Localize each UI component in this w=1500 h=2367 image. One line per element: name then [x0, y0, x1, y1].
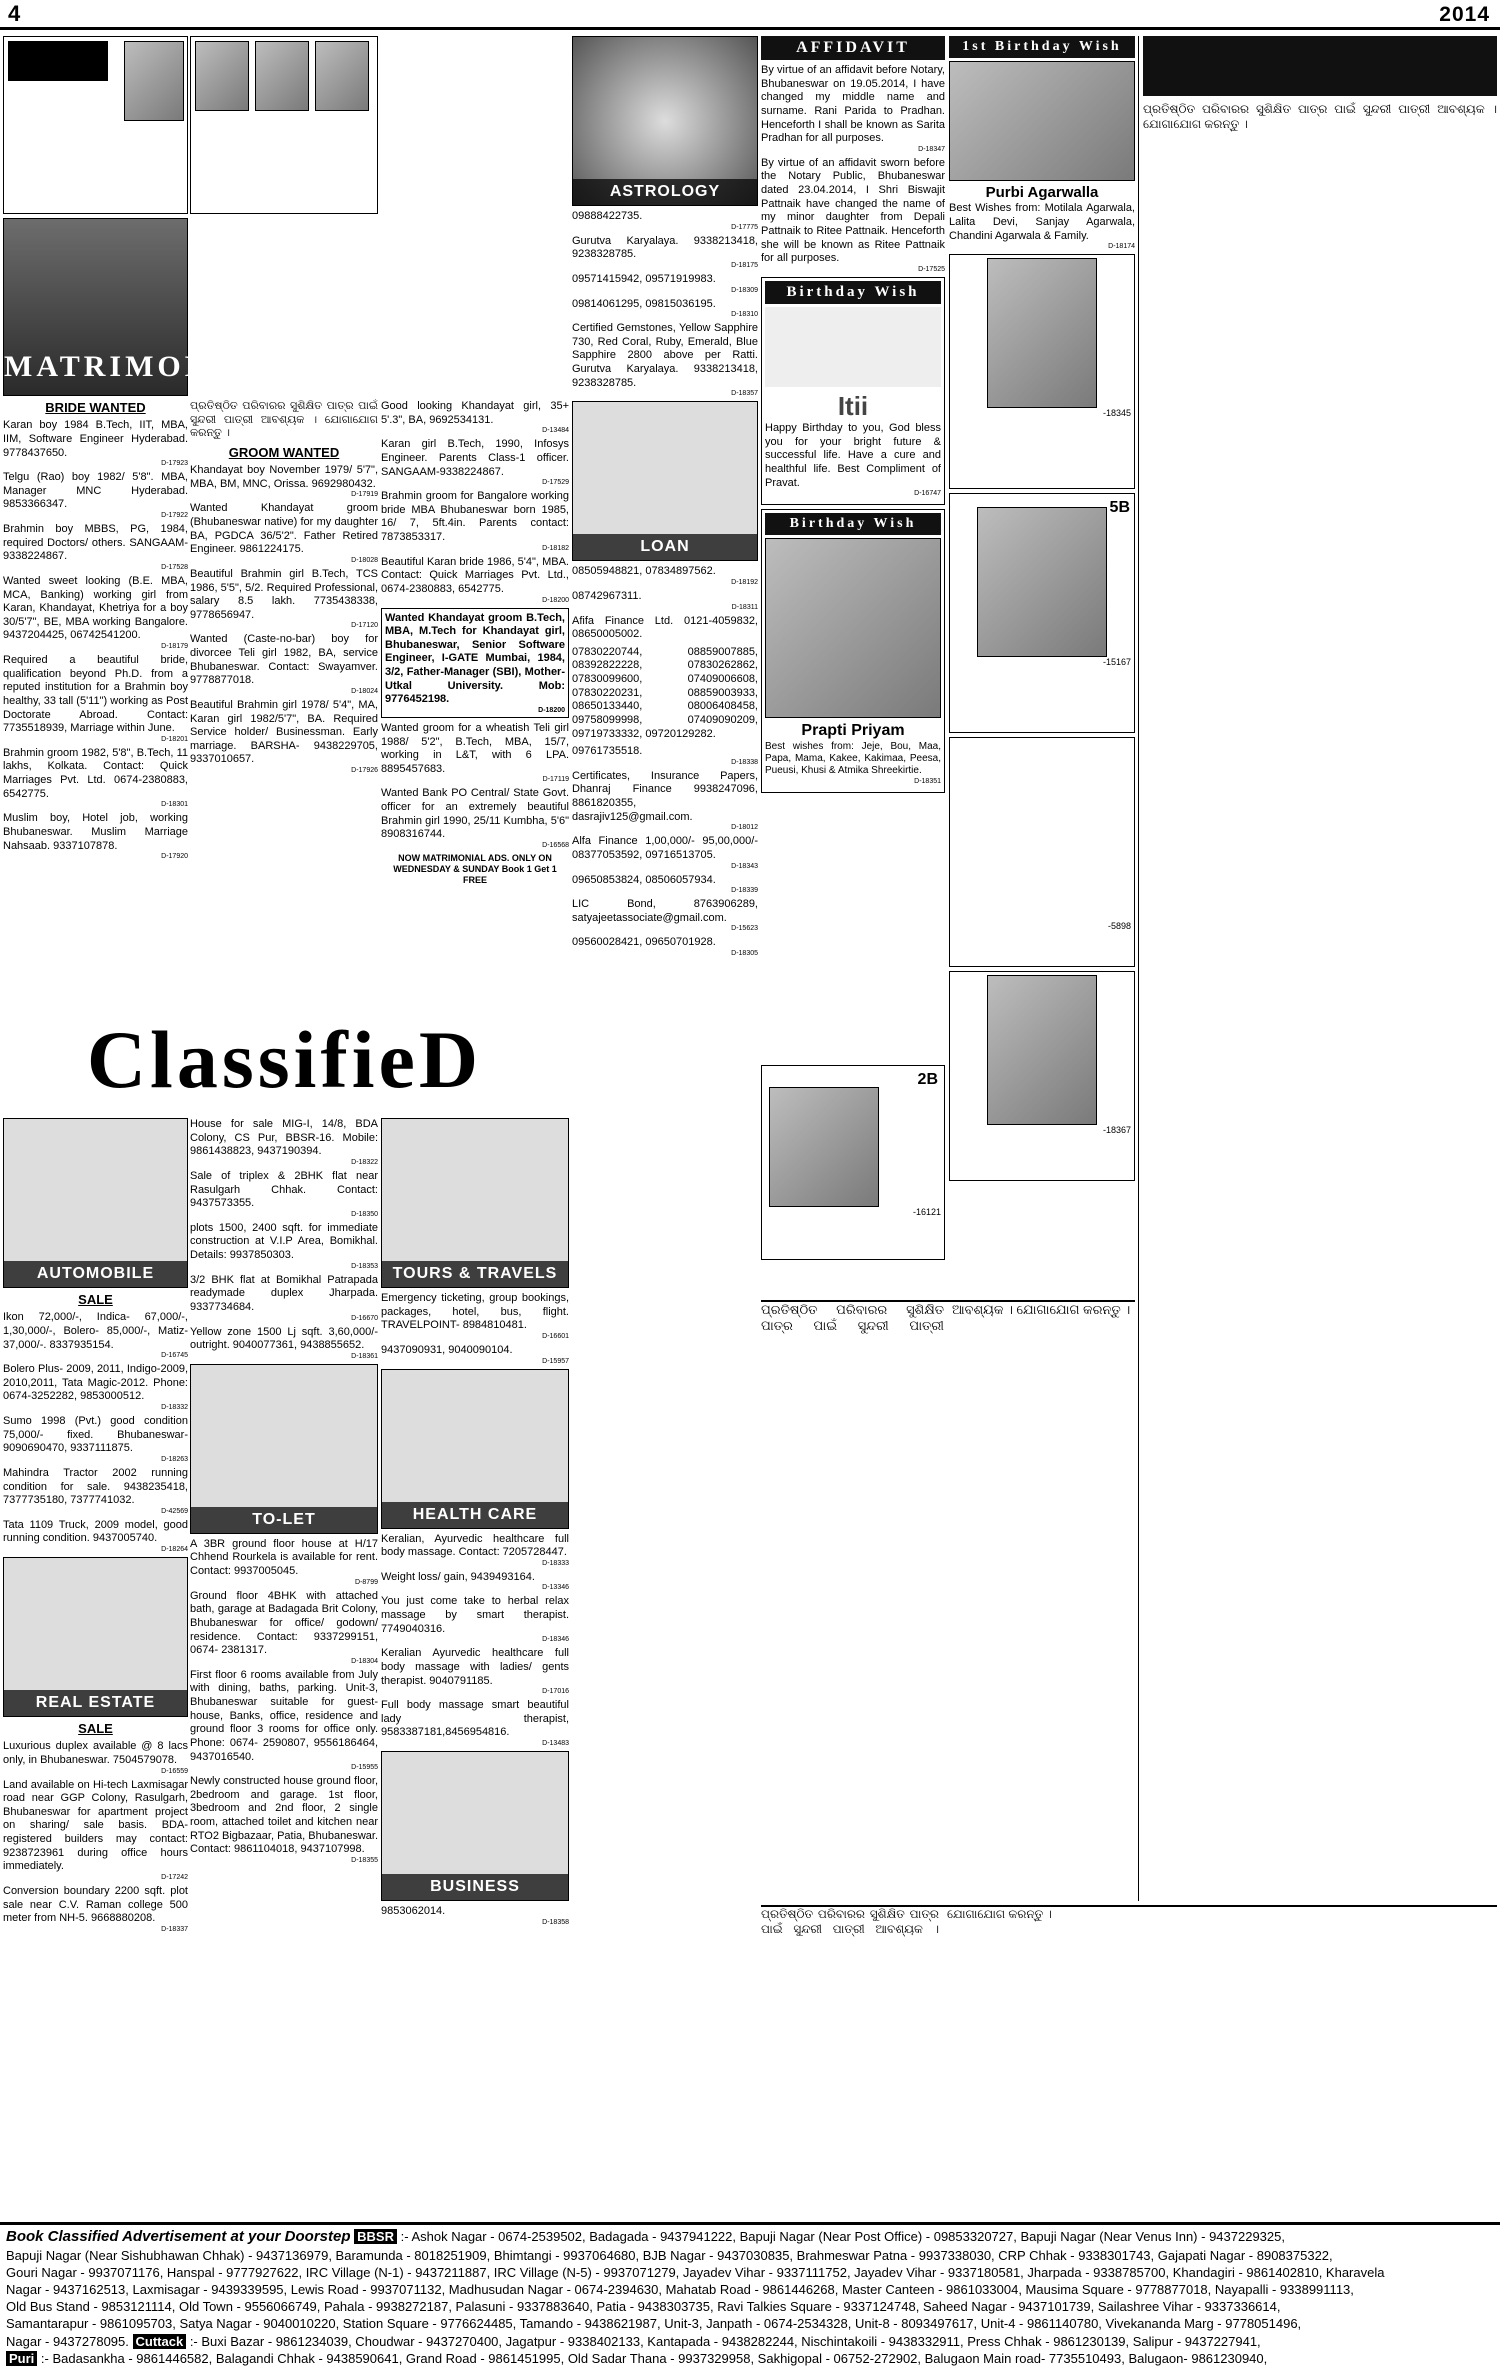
first-birthday-title: 1st Birthday Wish	[949, 36, 1135, 58]
sale-heading: SALE	[78, 1292, 113, 1307]
odia-column-text: ପ୍ରତିଷ୍ଠିତ ପରିବାରର ସୁଶିକ୍ଷିତ ପାତ୍ର ପାଇଁ ସୁନ୍ଦରୀ ପାତ୍ରୀ ଆବଶ୍ୟକ । ଯୋଗାଯୋଗ କରନ୍ତୁ ।	[1143, 102, 1497, 131]
obituary-heading	[8, 41, 108, 81]
prapti-name: Prapti Priyam	[801, 721, 905, 739]
agent-line-8: Puri :- Badasankha - 9861446582, Balagandi Chhak - 9438590641, Grand Road - 9861451995, Old Sadar Thana - 9937329958, Sakhigopal - 06752-272902, Balugaon Main road- 7735510493, Balugaon- 9861230940,	[6, 2350, 1494, 2367]
child-photo	[987, 258, 1097, 408]
number-label: 5B	[1109, 499, 1130, 517]
automobile-image	[3, 1118, 188, 1288]
list-item: Yellow zone 1500 Lj sqft. 3,60,000/- outright. 9040077361, 9438855652. D-18361	[190, 1325, 378, 1360]
list-item: Brahmin groom 1982, 5'8", B.Tech, 11 lakhs, Kolkata. Contact: Quick Marriages Pvt. Ltd. 0674-2380883, 6542775. D-18301	[3, 746, 188, 809]
astrology-image	[572, 36, 758, 206]
list-item: Ground floor 4BHK with attached bath, garage at Badagada Brit Colony, Bhubaneswar for office/ godown/ residence. Contact: 9337299151, 0674- 2381317. D-18304	[190, 1589, 378, 1665]
business-image	[381, 1751, 569, 1901]
odia-wide-block	[761, 1905, 1497, 2220]
list-item: Ikon 72,000/-, Indica- 67,000/-, 1,30,000/-, Bolero- 85,000/-, Matiz- 37,000/-. 8337935154. D-16745	[3, 1311, 188, 1360]
tours-label: TOURS & TRAVELS	[382, 1261, 568, 1287]
list-item: 08742967311. D-18311	[572, 589, 758, 611]
list-item: 09571415942, 09571919983. D-18309	[572, 272, 758, 294]
list-item: Wanted groom for a wheatish Teli girl 1988/ 5'2", B.Tech, MBA, 15/7, working in L&T, with 6 LPA. 8895457683. D-17119	[381, 721, 569, 784]
list-item: Newly constructed house ground floor, 2bedroom and garage. 1st floor, 3bedroom and 2nd floor, 2 single room, attached toilet and kitchen near RTO2 Bigbazaar, Patia, Bhubaneswar. Contact: 9861104018, 9437107998. D-18355	[190, 1775, 378, 1864]
list-item: You just come take to herbal relax massage by smart therapist. 7749040316. D-18346	[381, 1595, 569, 1644]
list-item: By virtue of an affidavit sworn before the Notary Public, Bhubaneswar dated 23.04.2014, I Shri Biswajit Pattnaik have changed the name of my minor daughter from Depali Pattnaik to Ritee Pattnaik. Henceforth she will be known as Ritee Pattnaik for all purposes. D-17525	[761, 156, 945, 273]
odia-wide-text: ପ୍ରତିଷ୍ଠିତ ପରିବାରର ସୁଶିକ୍ଷିତ ପାତ୍ର ପାଇଁ ସୁନ୍ଦରୀ ପାତ୍ରୀ ଆବଶ୍ୟକ । ଯୋଗାଯୋଗ କରନ୍ତୁ ।	[761, 1907, 1052, 1936]
itii-message: Happy Birthday to you, God bless you for your bright future & successful life. Have a cure and healthful life. Best Compliment of Pravat. D-16747	[765, 422, 941, 498]
sale-heading: SALE	[78, 1721, 113, 1736]
list-item: 09888422735. D-17775	[572, 210, 758, 231]
agent-line-5: Old Bus Stand - 9853121114, Old Town - 9556066749, Pahala - 9938272187, Palasuni - 9337883640, Patia - 9438303735, Ravi Talkies Square - 9337124748, Saheed Nagar - 9437101739, Sailashree Vihar - 9337336614,	[6, 2299, 1281, 2315]
child-photo	[987, 975, 1097, 1125]
column-2	[190, 36, 378, 1016]
birthday-wish-title: Birthday Wish	[765, 281, 941, 304]
birthday-photo-box: -18345	[949, 254, 1135, 489]
birthday-photo-box: -18367	[949, 971, 1135, 1181]
list-item: Telgu (Rao) boy 1982/ 5'8". MBA, Manager MNC Hyderabad. 9853366347. D-17922	[3, 471, 188, 519]
list-item: Muslim boy, Hotel job, working Bhubaneswar. Muslim Marriage Nahsaab. 9337107878. D-17920	[3, 812, 188, 861]
child-photo	[977, 507, 1107, 657]
affidavit-title: AFFIDAVIT	[761, 36, 945, 60]
list-item: Brahmin groom for Bangalore working bride MBA Bhubaneswar born 1985, 16/ 7, 5ft.4in. Parents contact: 7873853317. D-18182	[381, 490, 569, 552]
list-item: Luxurious duplex available @ 8 lacs only, in Bhubaneswar. 7504579078. D-16559	[3, 1740, 188, 1775]
column-3	[381, 36, 569, 1016]
list-item: House for sale MIG-I, 14/8, BDA Colony, CS Pur, BBSR-16. Mobile: 9861438823, 9437190394. D-18322	[190, 1118, 378, 1166]
portrait-photo	[315, 41, 369, 111]
automobile-label: AUTOMOBILE	[4, 1261, 187, 1287]
list-item: Beautiful Brahmin girl 1978/ 5'4", MA, Karan girl 1982/5'7", BA. Required Service holder/ Businessman. Early marriage. BARSHA- 9438229705, 9337010657. D-17926	[190, 698, 378, 774]
agent-line-4: Nagar - 9437162513, Laxmisagar - 9439339595, Lewis Road - 9937071132, Madhusudan Nagar - 0674-2394630, Mahatab Road - 9861446268, Master Canteen - 9861033004, Mausima Square - 9778877018, Nayapalli - 9338991113,	[6, 2282, 1354, 2298]
obituary-photos	[190, 36, 378, 214]
list-item: A 3BR ground floor house at H/17 Chhend Rourkela is available for rent. Contact: 9937005045. D-8799	[190, 1537, 378, 1586]
birthday-photo-box: -5898	[949, 737, 1135, 967]
agent-line-6: Samantarapur - 9861095703, Satya Nagar - 9040010220, Station Square - 9776624485, Tamando - 9438621987, Unit-3, Janpath - 0674-2534328, Unit-8 - 8093497617, Unit-4 - 9861140780, Vivekananda Marg - 9778051496,	[6, 2316, 1302, 2332]
banner-spacer	[190, 218, 378, 400]
agent-line-1: Book Classified Advertisement at your Doorstep BBSR :- Ashok Nagar - 0674-2539502, Badagada - 9437941222, Bapuji Nagar (Near Post Office) - 09853320727, Bapuji Nagar (Near Venus Inn) - 9437229325,	[6, 2228, 1285, 2245]
list-item: Keralian Ayurvedic healthcare full body massage with ladies/ gents therapist. 9040791185. D-17016	[381, 1647, 569, 1696]
agent-line-7: Nagar - 9437278095. Cuttack :- Buxi Bazar - 9861234039, Choudwar - 9437270400, Jagatpur - 9338402133, Kantapada - 9438282244, Nischintakoili - 9438332911, Press Chhak - 9861230139, Salipur - 9437227941,	[6, 2333, 1261, 2349]
real-estate-image	[3, 1557, 188, 1717]
odia-notice-block	[761, 1300, 1135, 1900]
list-item: Gurutva Karyalaya. 9338213418, 9238328785. D-18175	[572, 234, 758, 269]
list-item: Keralian, Ayurvedic healthcare full body massage. Contact: 7205728447. D-18333	[381, 1532, 569, 1567]
business-label: BUSINESS	[382, 1874, 568, 1900]
list-item: Sumo 1998 (Pvt.) good condition 75,000/- fixed. Bhubaneswar- 9090690470, 9337111875. D-18263	[3, 1415, 188, 1463]
birthday-wish-title: Birthday Wish	[765, 513, 941, 535]
itii-birthday-box	[761, 277, 945, 505]
list-item: 9853062014. D-18358	[381, 1905, 569, 1926]
tours-health-section	[381, 1118, 569, 2218]
list-item: 07830220744, 08859007885, 08392822228, 07830262862, 07830099600, 07409006608, 07830220231, 08859003933, 08650133440, 08006408458, 09758099998, 07409090209, 09719733332, 09720129282.	[572, 645, 758, 740]
astrology-label: ASTROLOGY	[573, 179, 757, 205]
health-care-label: HEALTH CARE	[382, 1502, 568, 1528]
list-item: Certified Gemstones, Yellow Sapphire 730, Red Coral, Ruby, Emerald, Blue Sapphire 2800 above per Ratti. Gurutva Karyalaya. 9338213418, 9238328785. D-18357	[572, 322, 758, 398]
list-item: 09814061295, 09815036195. D-18310	[572, 297, 758, 319]
list-item: Full body massage smart beautiful lady therapist, 9583387181,8456954816. D-13483	[381, 1699, 569, 1747]
column-6	[1138, 36, 1497, 1901]
list-item: Afifa Finance Ltd. 0121-4059832, 08650005002.	[572, 614, 758, 641]
matrimonial-banner	[3, 218, 276, 396]
bride-ads-list	[3, 419, 188, 860]
matrimonial-footer-note: NOW MATRIMONIAL ADS. ONLY ON WEDNESDAY & SUNDAY Book 1 Get 1 FREE	[393, 852, 557, 886]
list-item: Bolero Plus- 2009, 2011, Indigo-2009, 2010,2011, Tata Magic-2012. Phone: 0674-3252282, 9853000512. D-18332	[3, 1363, 188, 1411]
list-item: Required a beautiful bride, qualification beyond Ph.D. from a reputed institution for a Brahmin boy healthy, 33 tall (5'11") working as Post Doctorate Abroad. Contact: 7735518939, Marriage within June. D-18201	[3, 654, 188, 743]
automobile-section	[3, 1118, 188, 2218]
tours-image	[381, 1118, 569, 1288]
affidavit-box	[761, 36, 945, 793]
classified-title: ClassifieD	[86, 1013, 483, 1105]
list-item: Mahindra Tractor 2002 running condition for sale. 9438235418, 7377735180, 7377741032. D-42569	[3, 1466, 188, 1515]
prapti-message: Best wishes from: Jeje, Bou, Maa, Papa, Mama, Kakee, Kakimaa, Peesa, Pueusi, Khusi & Atmika Shreekirtie. D-18351	[765, 740, 941, 785]
first-birthday-message: Best Wishes from: Motilala Agarwala, Lalita Devi, Sanjay Agarwala, Chandini Agarwala & Family. D-18174	[949, 202, 1135, 251]
page-number: 4	[8, 1, 21, 26]
loan-label: LOAN	[573, 534, 757, 560]
portrait-photo	[255, 41, 309, 111]
to-let-label: TO-LET	[191, 1507, 377, 1533]
child-photo	[769, 1087, 879, 1207]
list-item: Beautiful Karan bride 1986, 5'4", MBA. Contact: Quick Marriages Pvt. Ltd., 0674-2380883, 6542775. D-18200	[381, 555, 569, 604]
bbsr-tag: BBSR	[354, 2229, 397, 2244]
list-item: Weight loss/ gain, 9439493164. D-13346	[381, 1570, 569, 1592]
birthday-photo-box: 5B -15167	[949, 493, 1135, 733]
list-item: LIC Bond, 8763906289, satyajeetassociate@gmail.com. D-15623	[572, 898, 758, 933]
list-item: Wanted (Caste-no-bar) boy for divorcee Teli girl 1982, BA, service Bhubaneswar. Contact: Swayamver. 9778877018. D-18024	[190, 633, 378, 695]
real-estate-label: REAL ESTATE	[4, 1690, 187, 1716]
list-item: Certificates, Insurance Papers, Dhanraj Finance 9938247096, 8861820355, dasrajiv125@gmail.com. D-18012	[572, 769, 758, 832]
child-photo	[765, 538, 941, 718]
list-item: 9437090931, 9040090104. D-15957	[381, 1343, 569, 1365]
list-item: ପ୍ରତିଷ୍ଠିତ ପରିବାରର ସୁଶିକ୍ଷିତ ପାତ୍ର ପାଇଁ ସୁନ୍ଦରୀ ପାତ୍ରୀ ଆବଶ୍ୟକ । ଯୋଗାଯୋଗ କରନ୍ତୁ ।	[190, 400, 378, 440]
list-item: 3/2 BHK flat at Bomikhal Patrapada readymade duplex Jharpada. 9337734684. D-16670	[190, 1273, 378, 1322]
list-item: By virtue of an affidavit before Notary, Bhubaneswar on 19.05.2014, I have changed my middle name and surname. Rani Parida to Pradhan. Henceforth I shall be known as Sarita Pradhan for all purposes. D-18347	[761, 64, 945, 153]
list-item: Wanted sweet looking (B.E. MBA, MCA, Banking) working girl from Karan, Khandayat, Khetriya for a boy 30/5'7", BE, MBA working Bangalore. 9437204425, 06742541200. D-18179	[3, 574, 188, 650]
banner-spacer	[381, 36, 569, 400]
house-section	[190, 1118, 378, 2218]
list-item: First floor 6 rooms available from July with dining, baths, parking. Unit-3, Bhubaneswar suitable for guest- house, Banks, office, residence and ground floor 3 rooms for office only. Phone: 0674- 2590807, 9556186464, 9437016540. D-15955	[190, 1668, 378, 1772]
list-item: Karan girl B.Tech, 1990, Infosys Engineer. Parents Class-1 officer. SANGAAM-9338224867. D-17529	[381, 438, 569, 487]
list-item: Beautiful Brahmin girl B.Tech, TCS 1986, 5'5", 5/2. Required Professional, salary 8.5 lakh. 7735438338, 9778656947. D-17120	[190, 567, 378, 630]
list-item: 09650853824, 08506057934. D-18339	[572, 873, 758, 895]
list-item: 09761735518. D-18338	[572, 745, 758, 766]
list-item: Good looking Khandayat girl, 35+ 5'.3", BA, 9692534131. D-13484	[381, 400, 569, 435]
portrait-photo	[195, 41, 249, 111]
list-item: Karan boy 1984 B.Tech, IIT, MBA, IIM, Software Engineer Hyderabad. 9778437650. D-17923	[3, 419, 188, 468]
list-item: plots 1500, 2400 sqft. for immediate construction at V.I.P Area, Bomikhal. Details: 9937850303. D-18353	[190, 1221, 378, 1270]
list-item: Land available on Hi-tech Laxmisagar road near GGP Colony, Rasulgarh, Bhubaneswar for apartment project on sharing/ sale basis. BDA- registered builders may contact: 9238723961 during office hours immediately. D-17242	[3, 1778, 188, 1881]
list-item: Khandayat boy November 1979/ 5'7", MBA, BM, MNC, Orissa. 9692980432. D-17919	[190, 464, 378, 499]
header-date: 2014	[1439, 3, 1490, 26]
number-label: 2B	[917, 1071, 938, 1088]
puri-tag: Puri	[6, 2351, 37, 2366]
agent-heading: Book Classified Advertisement at your Doorstep	[6, 2228, 351, 2245]
list-item: Emergency ticketing, group bookings, packages, hotel, bus, flight. TRAVELPOINT- 8984810481. D-16601	[381, 1292, 569, 1340]
column-4	[572, 36, 758, 2216]
page-header	[0, 0, 1500, 30]
groom-wanted-heading: GROOM WANTED	[228, 444, 340, 460]
list-item: Brahmin boy MBBS, PG, 1984, required Doctors/ others. SANGAAM-9338224867. D-17528	[3, 523, 188, 571]
loan-image	[572, 401, 758, 561]
list-item: Sale of triplex & 2BHK flat near Rasulgarh Chhak. Contact: 9437573355. D-18350	[190, 1169, 378, 1218]
first-birthday-box	[949, 36, 1135, 1181]
agent-line-3: Gouri Nagar - 9937071176, Hanspal - 9777927622, IRC Village (N-1) - 9437211887, IRC Village (N-5) - 9937071279, Jayadev Vihar - 9337111752, Jayadev Vihar - 9337180581, Jharpada - 9338785700, Khandagiri - 9861402810, Kharavela	[6, 2264, 1385, 2280]
first-birthday-name: Purbi Agarwalla	[985, 183, 1099, 201]
notice-banner	[1143, 36, 1497, 96]
birthday-photo-box: 2B -16121	[761, 1065, 945, 1260]
itii-name: Itii	[837, 390, 869, 421]
agent-line-2: Bapuji Nagar (Near Sishubhawan Chhak) - 9437136979, Baramunda - 8018251909, Bhimtangi - 9937064680, BJB Nagar - 9437030835, Brahmeswar Patna - 9937338030, CRP Chhak - 9338301743, Gajapati Nagar - 8908375322,	[6, 2247, 1333, 2263]
list-item: Wanted Bank PO Central/ State Govt. officer for an extremely beautiful Brahmin girl 1990, 25/11 Kumbha, 5'6" 8908316744. D-16568	[381, 787, 569, 849]
list-item: Tata 1109 Truck, 2009 model, good running condition. 9437005740. D-18264	[3, 1518, 188, 1553]
child-photo	[949, 61, 1135, 181]
portrait-photo	[124, 41, 184, 121]
list-item: Wanted Khandayat groom B.Tech, MBA, M.Tech for Khandayat girl, Bhubaneswar, Senior Software Engineer, I-GATE Mumbai, 1984, 3/2, Father-Manager (SBI), Mother-Utkal University. Mob: 9776452198. D-18200	[381, 608, 569, 718]
list-item: Wanted Khandayat groom (Bhubaneswar native) for my daughter BA, PGDCA 36/5'2". Father Retired Engineer. 9861224175. D-18028	[190, 502, 378, 564]
agent-list	[0, 2222, 1500, 2366]
to-let-image	[190, 1364, 378, 1534]
odia-notice-text: ପ୍ରତିଷ୍ଠିତ ପରିବାରର ସୁଶିକ୍ଷିତ ପାତ୍ର ପାଇଁ ସୁନ୍ଦରୀ ପାତ୍ରୀ ଆବଶ୍ୟକ । ଯୋଗାଯୋଗ କରନ୍ତୁ ।	[761, 1302, 1131, 1334]
list-item: 08505948821, 07834897562. D-18192	[572, 565, 758, 586]
obituary-box	[3, 36, 188, 214]
classified-banner	[3, 1010, 566, 1110]
list-item: Conversion boundary 2200 sqft. plot sale near C.V. Raman college 500 meter from NH-5. 9668880208. D-18337	[3, 1884, 188, 1933]
cuttack-tag: Cuttack	[133, 2334, 187, 2349]
list-item: 09560028421, 09650701928. D-18305	[572, 936, 758, 957]
cupid-illustration	[953, 741, 1131, 921]
balloons-illustration	[765, 307, 941, 387]
matrimonial-title: MATRIMONIAL	[4, 349, 276, 383]
bride-wanted-heading: BRIDE WANTED	[45, 400, 146, 415]
prapti-birthday-box	[761, 509, 945, 793]
health-care-image	[381, 1369, 569, 1529]
list-item: Alfa Finance 1,00,000/- 95,00,000/- 08377053592, 09716513705. D-18343	[572, 835, 758, 870]
